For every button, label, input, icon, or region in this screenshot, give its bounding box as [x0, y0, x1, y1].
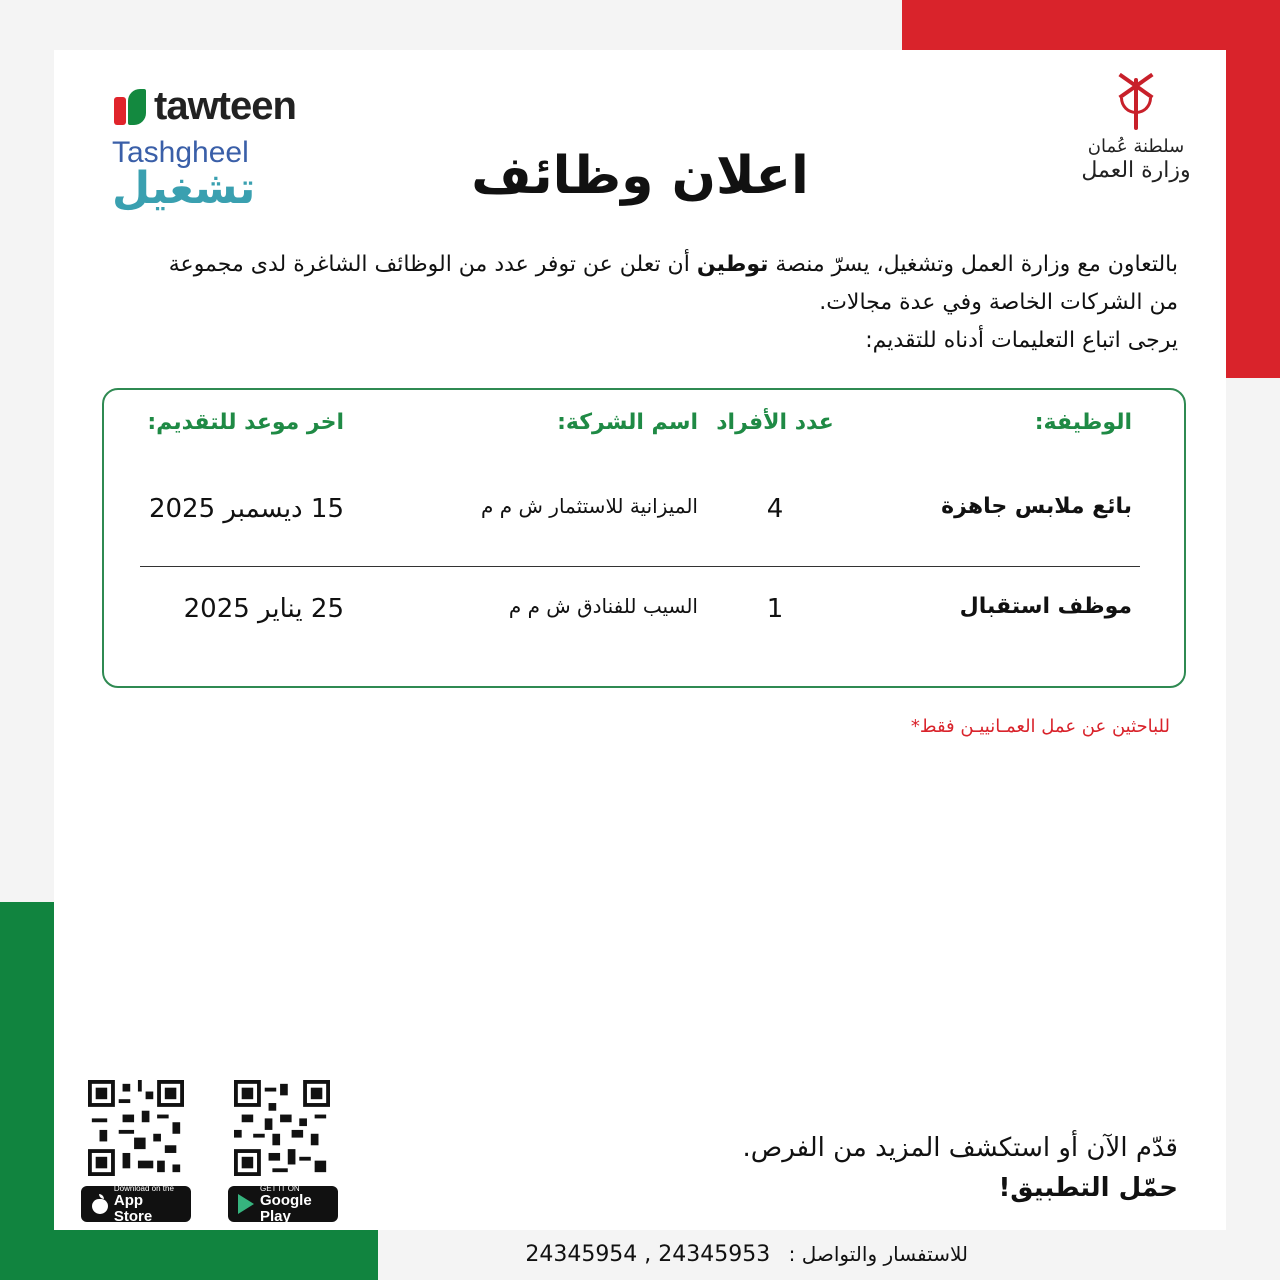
google-play-icon — [238, 1194, 254, 1214]
tawteen-logo-text: tawteen — [154, 84, 296, 128]
table-row — [104, 594, 1184, 630]
page-title: اعلان وظائف — [471, 146, 809, 206]
cta-line2: حمّل التطبيق! — [998, 1173, 1178, 1203]
call-to-action — [618, 1128, 1178, 1208]
row-divider — [140, 566, 1140, 567]
table-row — [104, 494, 1184, 530]
apple-icon — [91, 1194, 108, 1214]
ministry-logo-line1: سلطنة عُمان — [1087, 136, 1185, 157]
google-play-qr-code[interactable] — [234, 1080, 330, 1176]
job-title: موظف استقبال — [959, 594, 1132, 619]
intro-brand: توطين — [696, 252, 769, 277]
jobs-table — [102, 388, 1186, 688]
app-store-badge[interactable] — [81, 1183, 191, 1225]
header-count: عدد الأفراد — [716, 410, 834, 435]
contact-info — [0, 1242, 968, 1267]
oman-emblem-icon — [1114, 78, 1158, 130]
app-store-small-text: Download on the — [113, 1183, 174, 1193]
intro-text — [138, 246, 1178, 360]
qr-code-icon — [88, 1080, 184, 1176]
omani-only-note: للباحثين عن عمل العمـانييـن فقط* — [910, 716, 1170, 737]
company-name: السيب للفنادق ش م م — [508, 594, 698, 618]
app-store-big-text: App Store — [113, 1191, 153, 1225]
intro-paragraph: بالتعاون مع وزارة العمل وتشغيل، يسرّ منصة توطين أن تعلن عن توفر عدد من الوظائف الشاغرة لدى مجموعة من الشركات الخاصة وفي عدة مجالات. — [168, 252, 1178, 315]
header-job: الوظيفة: — [1034, 410, 1132, 435]
tawteen-logo-icon — [112, 87, 150, 127]
company-name: الميزانية للاستثمار ش م م — [481, 494, 698, 518]
announcement-card — [54, 50, 1226, 1230]
header-deadline: اخر موعد للتقديم: — [147, 410, 344, 435]
job-count: 4 — [766, 494, 784, 524]
deadline: 25 يناير 2025 — [183, 594, 344, 624]
qr-code-icon — [234, 1080, 330, 1176]
ministry-logo-line2: وزارة العمل — [1081, 158, 1191, 183]
google-play-big-text: Google Play — [260, 1191, 312, 1225]
header-company: اسم الشركة: — [557, 410, 698, 435]
google-play-small-text: GET IT ON — [260, 1183, 300, 1193]
tashgheel-logo-en: Tashgheel — [112, 136, 249, 169]
job-count: 1 — [766, 594, 784, 624]
cta-line1: قدّم الآن أو استكشف المزيد من الفرص. — [742, 1133, 1178, 1163]
table-header-row — [104, 410, 1184, 442]
deadline: 15 ديسمبر 2025 — [148, 494, 344, 524]
contact-label: للاستفسار والتواصل : — [788, 1242, 968, 1266]
intro-instructions: يرجى اتباع التعليمات أدناه للتقديم: — [865, 328, 1178, 353]
tawteen-logo — [112, 84, 296, 129]
google-play-badge[interactable] — [228, 1183, 338, 1225]
contact-numbers: 24345953 , 24345954 — [525, 1242, 771, 1267]
job-title: بائع ملابس جاهزة — [941, 494, 1132, 519]
app-store-qr-code[interactable] — [88, 1080, 184, 1176]
tashgheel-logo-ar: تشغيل — [112, 163, 256, 214]
